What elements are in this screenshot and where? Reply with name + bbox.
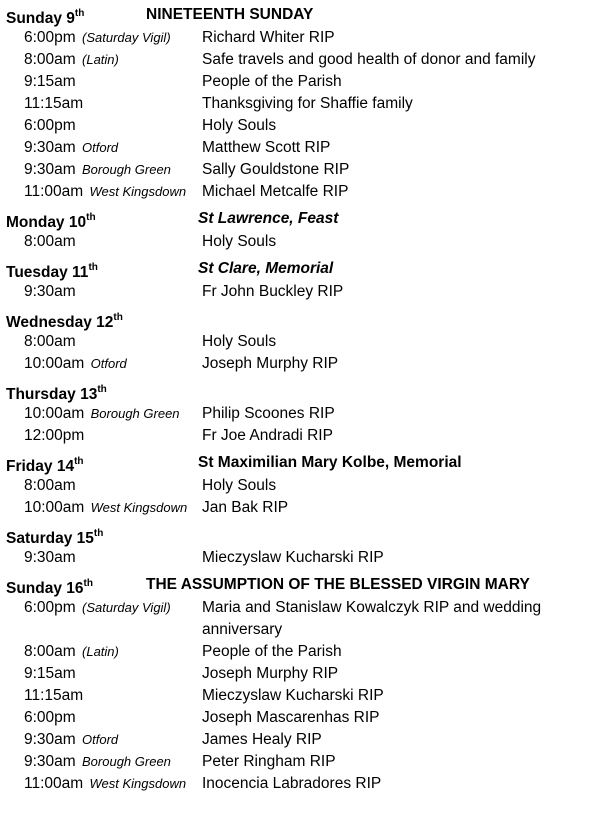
mass-time-cell [24,115,78,137]
day-label: Monday 10 [6,214,87,232]
mass-time-cell [24,729,118,751]
day-label: Thursday 13 [6,386,98,404]
mass-time-cell [24,137,118,159]
mass-intention: Mieczyslaw Kucharski RIP [202,687,384,704]
mass-intention: James Healy RIP [202,731,322,748]
mass-time: 6:00pm [24,117,76,134]
day-spacer [6,795,589,799]
mass-time: 11:00am [24,775,84,792]
mass-entry [6,159,589,181]
day-label: Sunday 16 [6,580,84,598]
mass-time-cell [24,663,78,685]
mass-entry [6,137,589,159]
mass-time-cell [24,27,171,49]
day-header [6,307,589,331]
mass-entry [6,707,589,729]
day-suffix: th [86,212,96,223]
mass-time-cell [24,403,180,425]
mass-time: 9:30am [24,161,76,178]
mass-entry [6,231,589,253]
mass-intention: Peter Ringham RIP [202,753,336,770]
mass-entry [6,403,589,425]
day-block-wednesday-3 [0,307,589,379]
mass-entry [6,115,589,137]
day-block-friday-5 [0,451,589,523]
mass-time: 9:30am [24,139,76,156]
day-suffix: th [88,262,98,273]
mass-location-note: Otford [82,140,119,155]
day-block-sunday-0 [0,3,589,207]
day-label: Tuesday 11 [6,264,89,282]
mass-entry [6,751,589,773]
mass-entry [6,641,589,663]
day-block-tuesday-2 [0,257,589,307]
mass-intention: Safe travels and good health of donor and family [202,51,536,68]
day-label: Saturday 15 [6,530,94,548]
mass-time-cell [24,93,85,115]
mass-location-note: Borough Green [82,162,171,177]
mass-time-cell [24,685,85,707]
day-suffix: th [74,8,85,19]
mass-time: 11:15am [24,95,84,112]
day-label: Wednesday 12 [6,314,114,332]
mass-time: 8:00am [24,51,76,68]
day-header [6,207,589,231]
mass-time-cell [24,159,171,181]
mass-time: 8:00am [24,233,76,250]
mass-location-note: (Saturday Vigil) [82,30,171,45]
feast-title: St Maximilian Mary Kolbe, Memorial [198,454,462,471]
day-suffix: th [83,578,93,589]
mass-location-note: (Saturday Vigil) [82,600,171,615]
mass-location-note: West Kingsdown [89,776,187,791]
mass-intention: Holy Souls [202,233,277,250]
mass-intention: Mieczyslaw Kucharski RIP [202,549,384,566]
mass-time: 6:00pm [24,29,76,46]
mass-location-note: West Kingsdown [89,184,187,199]
mass-time: 8:00am [24,477,76,494]
mass-intention: Holy Souls [202,333,277,350]
mass-intention: Philip Scoones RIP [202,405,335,422]
mass-time: 8:00am [24,333,76,350]
day-header [6,451,589,475]
mass-intention: Thanksgiving for Shaffie family [202,95,413,112]
mass-intention: Maria and Stanislaw Kowalczyk RIP and wedding anniversary [202,599,542,638]
mass-time-cell [24,71,78,93]
feast-title: St Lawrence, Feast [198,210,339,227]
mass-intention: Holy Souls [202,477,277,494]
day-block-saturday-6 [0,523,589,573]
day-block-sunday-7 [0,573,589,799]
day-suffix: th [113,312,123,323]
mass-entry [6,497,589,519]
mass-time-cell [24,475,78,497]
mass-intention: Jan Bak RIP [202,499,289,516]
day-suffix: th [97,384,107,395]
mass-time: 10:00am [24,405,85,422]
mass-location-note: (Latin) [82,52,119,67]
mass-location-note: Borough Green [90,406,180,421]
day-header [6,379,589,403]
mass-time-cell [24,751,171,773]
mass-time: 6:00pm [24,709,76,726]
mass-intention: Joseph Mascarenhas RIP [202,709,380,726]
mass-entry [6,93,589,115]
mass-entry [6,353,589,375]
mass-entry [6,475,589,497]
mass-intention: People of the Parish [202,643,342,660]
mass-time: 9:15am [24,665,76,682]
mass-location-note: Otford [90,356,127,371]
mass-intention: People of the Parish [202,73,342,90]
mass-entry [6,281,589,303]
mass-time-cell [24,497,187,519]
mass-entry [6,71,589,93]
feast-title: NINETEENTH SUNDAY [146,6,314,23]
mass-time: 9:30am [24,753,76,770]
mass-entry [6,685,589,707]
mass-time: 10:00am [24,355,85,372]
mass-time-cell [24,707,78,729]
mass-time: 12:00pm [24,427,85,444]
mass-time-cell [24,49,119,71]
mass-time-cell [24,331,78,353]
feast-title: THE ASSUMPTION OF THE BLESSED VIRGIN MARY [146,576,530,593]
mass-intention: Holy Souls [202,117,277,134]
mass-intention: Fr Joe Andradi RIP [202,427,333,444]
mass-intention: Fr John Buckley RIP [202,283,344,300]
mass-time-cell [24,641,119,663]
mass-time-cell [24,773,186,795]
mass-time-cell [24,181,186,203]
day-label: Friday 14 [6,458,75,476]
mass-location-note: Borough Green [82,754,171,769]
mass-location-note: West Kingsdown [90,500,188,515]
mass-entry [6,49,589,71]
day-header [6,3,589,27]
mass-time: 6:00pm [24,599,76,616]
mass-time-cell [24,353,127,375]
mass-time-cell [24,547,78,569]
mass-entry [6,331,589,353]
mass-intention: Matthew Scott RIP [202,139,331,156]
mass-time-cell [24,231,78,253]
day-header [6,257,589,281]
mass-entry [6,663,589,685]
mass-entry [6,27,589,49]
day-block-monday-1 [0,207,589,257]
mass-entry [6,597,589,641]
day-suffix: th [93,528,104,539]
mass-time: 8:00am [24,643,76,660]
day-header [6,523,589,547]
mass-intention: Michael Metcalfe RIP [202,183,349,200]
mass-time: 11:00am [24,183,84,200]
mass-intention: Joseph Murphy RIP [202,355,339,372]
mass-location-note: Otford [82,732,119,747]
day-label: Sunday 9 [6,10,75,28]
mass-entry [6,729,589,751]
day-suffix: th [74,456,84,467]
mass-intention: Joseph Murphy RIP [202,665,339,682]
day-header [6,573,589,597]
mass-time: 9:15am [24,73,76,90]
mass-intention: Sally Gouldstone RIP [202,161,350,178]
mass-time-cell [24,597,171,619]
feast-title: St Clare, Memorial [198,260,334,277]
mass-entry [6,547,589,569]
mass-entry [6,425,589,447]
mass-intention: Inocencia Labradores RIP [202,775,382,792]
mass-intention: Richard Whiter RIP [202,29,335,46]
mass-entry [6,773,589,795]
mass-time: 9:30am [24,549,76,566]
mass-time-cell [24,281,78,303]
mass-time: 10:00am [24,499,85,516]
mass-time-cell [24,425,86,447]
mass-location-note: (Latin) [82,644,119,659]
mass-entry [6,181,589,203]
mass-time: 9:30am [24,283,76,300]
day-block-thursday-4 [0,379,589,451]
mass-time: 11:15am [24,687,84,704]
mass-time: 9:30am [24,731,76,748]
